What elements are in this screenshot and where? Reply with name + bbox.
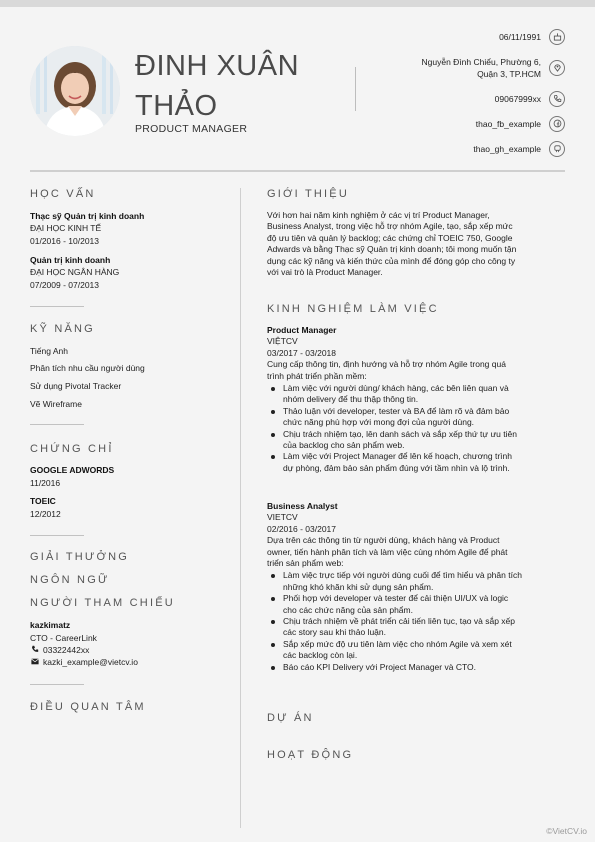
- bullet-line: Phối hợp với developer và tester để cải thiện UI/UX và logic: [283, 593, 509, 604]
- birthday-text: 06/11/1991: [499, 31, 541, 42]
- facebook-text[interactable]: thao_fb_example: [475, 118, 541, 129]
- job-entry-2: [267, 501, 567, 673]
- about-line: với vai trò là Product Manager.: [267, 267, 383, 278]
- about-line: Business Analyst, trong việc hỗ trợ nhóm Agile, tạo, sắp xếp mức: [267, 221, 513, 232]
- job-bullet: [267, 429, 567, 452]
- top-bar: [0, 0, 595, 7]
- name-line-1: ĐINH XUÂN: [135, 50, 300, 82]
- name-line-2: THẢO: [135, 90, 218, 122]
- header-separator: [30, 170, 565, 172]
- bullet-line: dự phòng, đảm bảo sản phẩm đúng với tầm nhìn và lộ trình.: [283, 462, 510, 473]
- facebook-icon: [549, 116, 565, 132]
- about-line: Với hơn hai năm kinh nghiệm ở các vị trí Product Manager,: [267, 210, 490, 220]
- about-title: GIỚI THIỆU: [267, 188, 349, 200]
- education-period-1: 01/2016 - 10/2013: [30, 236, 100, 246]
- footer-watermark: ©VietCV.io: [546, 826, 587, 836]
- contact-block: [345, 24, 565, 161]
- certificate-date-2: 12/2012: [30, 509, 61, 519]
- skill-item: Vẽ Wireframe: [30, 399, 82, 409]
- certificate-name-2: TOEIC: [30, 496, 56, 506]
- job-entry-1: [267, 325, 567, 474]
- job-period: 03/2017 - 03/2018: [267, 347, 337, 358]
- phone-text: 09067999xx: [494, 93, 541, 104]
- full-name: [135, 46, 335, 126]
- education-title: HỌC VẤN: [30, 188, 96, 200]
- skill-item: Sử dụng Pivotal Tracker: [30, 381, 122, 391]
- bullet-line: cho các chức năng của sản phẩm.: [283, 604, 413, 615]
- job-company: VIETCV: [267, 512, 298, 523]
- location-icon: [549, 60, 565, 76]
- left-divider: [30, 306, 84, 307]
- education-school-2: ĐẠI HỌC NGÂN HÀNG: [30, 267, 120, 277]
- bullet-line: Thảo luận với developer, tester và BA để làm rõ và đảm bảo: [283, 405, 510, 416]
- reference-phone-row: [30, 645, 89, 655]
- languages-title: NGÔN NGỮ: [30, 574, 110, 586]
- bullet-line: nhóm delivery để thu thập thông tin.: [283, 394, 419, 405]
- github-text[interactable]: thao_gh_example: [473, 143, 541, 154]
- reference-name: kazkimatz: [30, 620, 71, 630]
- job-bullets: [267, 570, 567, 673]
- profile-photo: [30, 46, 120, 136]
- bullet-line: Báo cáo KPI Delivery với Project Manager và CTO.: [283, 661, 476, 672]
- job-bullet: [267, 616, 567, 639]
- activities-title: HOẠT ĐỘNG: [267, 749, 354, 761]
- projects-title: DỰ ÁN: [267, 712, 314, 724]
- job-desc-line: Dựa trên các thông tin từ người dùng, khách hàng và Product: [267, 535, 500, 546]
- bullet-line: Chịu trách nhiệm về phát triển cải tiến liên tục, tạo và sắp xếp: [283, 616, 515, 627]
- job-bullet: [267, 570, 567, 593]
- job-desc-line: Cung cấp thông tin, định hướng và hỗ trợ nhóm Agile trong quá: [267, 359, 506, 370]
- reference-email-row: [30, 657, 138, 667]
- column-divider: [240, 188, 241, 828]
- awards-title: GIẢI THƯỞNG: [30, 551, 130, 563]
- bullet-line: các backlog còn lại.: [283, 650, 358, 661]
- bullet-line: Làm việc với người dùng/ khách hàng, các bên liên quan và: [283, 383, 509, 394]
- certificate-date-1: 11/2016: [30, 478, 61, 488]
- reference-email[interactable]: kazki_example@vietcv.io: [43, 657, 138, 667]
- job-bullet: [267, 662, 567, 673]
- certificates-title: CHỨNG CHỈ: [30, 443, 114, 455]
- job-bullet: [267, 406, 567, 429]
- reference-company: CTO - CareerLink: [30, 633, 97, 643]
- skill-item: Tiếng Anh: [30, 346, 68, 356]
- contact-address: [345, 49, 565, 86]
- bullet-line: Chịu trách nhiệm tạo, lên danh sách và sắp xếp thứ tự ưu tiên: [283, 428, 517, 439]
- contact-birthday: [345, 24, 565, 49]
- phone-icon: [549, 91, 565, 107]
- about-line: độ ưu tiên và quản lý backlog; các chứng chỉ TOEIC 750, Google: [267, 232, 513, 243]
- left-divider: [30, 684, 84, 685]
- contact-facebook: [345, 111, 565, 136]
- certificate-name-1: GOOGLE ADWORDS: [30, 465, 115, 475]
- about-text: [267, 210, 567, 278]
- experience-title: KINH NGHIỆM LÀM VIỆC: [267, 303, 439, 315]
- address-line-1: Nguyễn Đình Chiểu, Phường 6,: [421, 56, 541, 67]
- cake-icon: [549, 29, 565, 45]
- job-position: Business Analyst: [267, 501, 338, 511]
- skill-item: Phân tích nhu cầu người dùng: [30, 363, 145, 373]
- bullet-line: các story sau khi thảo luận.: [283, 627, 387, 638]
- bullet-line: những khó khăn khi sử dụng sản phẩm.: [283, 581, 434, 592]
- reference-phone: 03322442xx: [43, 645, 90, 655]
- contact-github: [345, 136, 565, 161]
- job-desc-line: owner, tiến hành phân tích và làm việc cùng nhóm Agile để phát: [267, 546, 508, 557]
- address-line-2: Quận 3, TP.HCM: [477, 68, 541, 79]
- skills-title: KỸ NĂNG: [30, 323, 95, 335]
- education-degree-2: Quản trị kinh doanh: [30, 255, 111, 265]
- bullet-line: Sắp xếp mức độ ưu tiên làm việc cho nhóm Agile và xem xét: [283, 638, 512, 649]
- education-degree-1: Thạc sỹ Quản trị kinh doanh: [30, 211, 145, 221]
- job-title: PRODUCT MANAGER: [135, 123, 248, 135]
- phone-icon: [30, 645, 39, 655]
- references-title: NGƯỜI THAM CHIẾU: [30, 597, 175, 609]
- bullet-line: Làm việc với Project Manager để lên kế hoạch, chương trình: [283, 451, 512, 462]
- job-bullet: [267, 451, 567, 474]
- education-school-1: ĐẠI HỌC KINH TẾ: [30, 223, 102, 233]
- job-bullet: [267, 593, 567, 616]
- job-bullet: [267, 383, 567, 406]
- address-text: [422, 56, 541, 80]
- envelope-icon: [30, 658, 39, 667]
- left-divider: [30, 424, 84, 425]
- bullet-line: Làm việc trực tiếp với người dùng cuối để tìm hiểu và phân tích: [283, 570, 522, 581]
- job-bullets: [267, 383, 567, 474]
- education-period-2: 07/2009 - 07/2013: [30, 280, 100, 290]
- job-desc-line: trình phát triển phần mềm:: [267, 370, 367, 381]
- github-icon: [549, 141, 565, 157]
- about-line: dụng các kỹ năng và kiến thức của mình để đóng góp cho công ty: [267, 255, 516, 266]
- bullet-line: chức năng phù hợp với mong đợi của người dùng.: [283, 417, 475, 428]
- bullet-line: của backlog cho sản phẩm web.: [283, 440, 405, 451]
- about-line: Adwards và bằng Thạc sỹ Quản trị kinh doanh; tôi mong muốn tận: [267, 244, 517, 255]
- job-position: Product Manager: [267, 325, 337, 335]
- job-company: VIỆTCV: [267, 336, 298, 347]
- job-bullet: [267, 639, 567, 662]
- interests-title: ĐIỀU QUAN TÂM: [30, 701, 146, 713]
- job-period: 02/2016 - 03/2017: [267, 523, 337, 534]
- left-divider: [30, 535, 84, 536]
- job-desc-line: triển sản phẩm web:: [267, 558, 344, 569]
- contact-phone: [345, 86, 565, 111]
